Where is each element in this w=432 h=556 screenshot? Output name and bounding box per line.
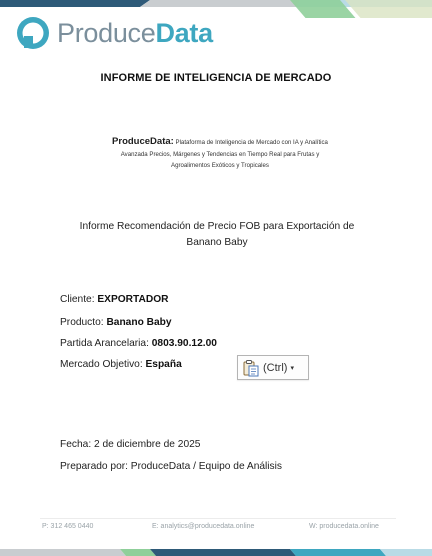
description-brand: ProduceData: xyxy=(112,136,174,147)
footer-decorative-band xyxy=(0,546,432,556)
description-line1: Plataforma de Inteligencia de Mercado con IA y Analítica xyxy=(173,139,328,146)
report-subject xyxy=(60,219,374,250)
subject-line2: Banano Baby xyxy=(186,236,248,248)
description-line2: Avanzada Precios, Márgenes y Tendencias en Tiempo Real para Frutas y xyxy=(120,150,320,158)
brand-wordmark xyxy=(57,16,213,50)
product-field xyxy=(60,317,172,328)
brand-name-part1: Produce xyxy=(57,18,156,48)
client-label: Cliente: xyxy=(60,294,98,305)
footer-website: W: producedata.online xyxy=(309,523,379,530)
platform-description xyxy=(70,136,370,172)
client-field xyxy=(60,294,169,305)
chevron-down-icon: ▾ xyxy=(290,364,294,372)
product-label: Producto: xyxy=(60,317,107,328)
description-line3: Agroalimentos Exóticos y Tropicales xyxy=(171,162,269,169)
market-value: España xyxy=(145,359,182,370)
footer-phone: P: 312 465 0440 xyxy=(42,523,94,530)
clipboard-paste-icon xyxy=(242,359,260,377)
product-value: Banano Baby xyxy=(106,317,172,328)
report-title: INFORME DE INTELIGENCIA DE MERCADO xyxy=(100,72,332,84)
tariff-value: 0803.90.12.00 xyxy=(151,338,217,349)
tariff-label: Partida Arancelaria: xyxy=(60,338,152,349)
client-value: EXPORTADOR xyxy=(97,294,169,305)
brand-logo xyxy=(16,16,213,50)
report-date: Fecha: 2 de diciembre de 2025 xyxy=(60,439,201,450)
paste-options-label: (Ctrl) xyxy=(263,361,288,374)
tariff-field xyxy=(60,338,217,349)
logo-mark-icon xyxy=(16,16,50,50)
brand-name-part2: Data xyxy=(155,18,213,48)
prepared-by: Preparado por: ProduceData / Equipo de Análisis xyxy=(60,461,283,472)
footer-divider xyxy=(40,518,396,519)
market-label: Mercado Objetivo: xyxy=(60,359,146,370)
footer-email: E: analytics@producedata.online xyxy=(152,523,255,530)
market-field xyxy=(60,359,182,370)
paste-options-button[interactable] xyxy=(237,355,309,380)
subject-line1: Informe Recomendación de Precio FOB para Exportación de xyxy=(79,221,355,232)
